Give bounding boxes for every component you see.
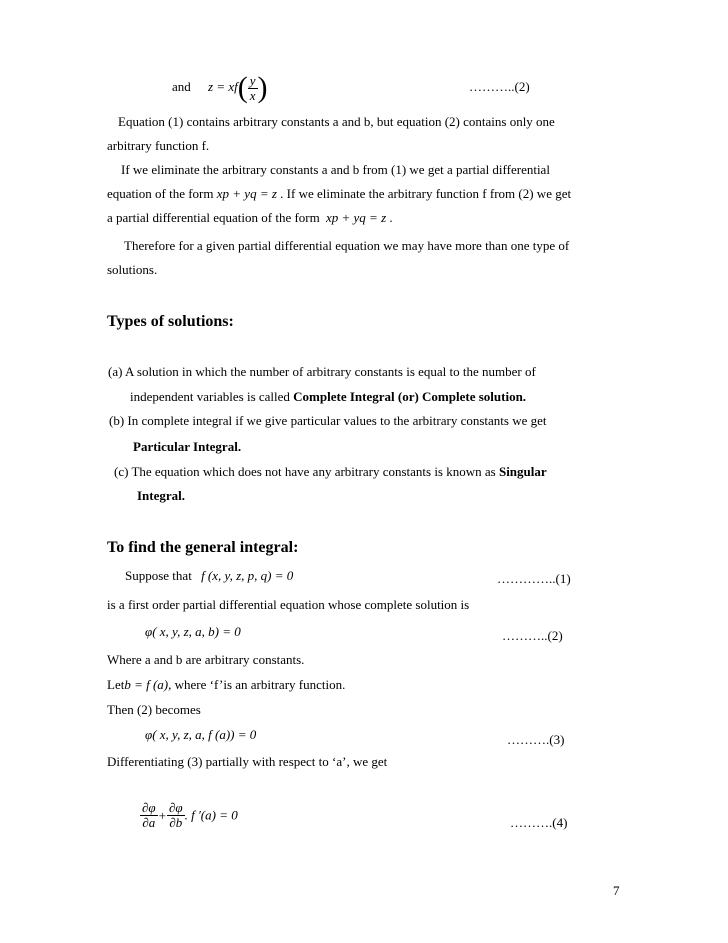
left-paren: ( <box>237 71 248 104</box>
equation-xp-yq-z-b: xp + yq = z <box>325 210 387 225</box>
equation-1-label: …………..(1) <box>497 571 571 586</box>
equation-2: φ( x, y, z, a, b) = 0 <box>145 624 241 639</box>
eq2-top-lhs: z = xf <box>208 78 238 94</box>
type-a-line2-pre: independent variables is called <box>130 389 294 404</box>
suppose-line <box>125 568 293 584</box>
para2-line1: If we eliminate the arbitrary constants a and b from (1) we get a partial differential <box>121 162 550 177</box>
let-post-text: , where ‘f’is an arbitrary function. <box>168 677 346 692</box>
suppose-text: Suppose that <box>125 568 192 583</box>
equation-1: f (x, y, z, p, q) = 0 <box>201 568 294 583</box>
singular-term: Singular <box>498 464 547 479</box>
para3-line1: Therefore for a given partial differential equation we may have more than one type of <box>124 238 570 253</box>
then-line: Then (2) becomes <box>107 702 201 717</box>
para1-line2: arbitrary function f. <box>107 138 210 153</box>
equation-3: φ( x, y, z, a, f (a)) = 0 <box>145 727 257 742</box>
type-a-line2 <box>130 389 526 405</box>
type-c-line2 <box>137 488 185 504</box>
differentiating-line: Differentiating (3) partially with respect to ‘a’, we get <box>107 754 388 769</box>
equation-4-label: ……….(4) <box>510 815 568 830</box>
heading-types-of-solutions: Types of solutions: <box>107 313 234 330</box>
partial-phi-over-partial-a: $\frac{\partial\varphi}{\partial a}$ <box>142 800 156 830</box>
let-line <box>107 677 345 693</box>
eq2-top-row <box>172 73 268 103</box>
heading-general-integral: To find the general integral: <box>107 539 299 556</box>
line-after-eq1: is a first order partial differential equation whose complete solution is <box>107 597 470 612</box>
right-paren: ) <box>257 71 268 104</box>
page-number: 7 <box>613 883 620 898</box>
type-b-line1: (b) In complete integral if we give particular values to the arbitrary constants we get <box>109 413 547 428</box>
where-line: Where a and b are arbitrary constants. <box>107 652 305 667</box>
para2-line2 <box>107 186 571 202</box>
particular-integral-term: Particular Integral. <box>133 439 242 454</box>
type-c-line1-pre: (c) The equation which does not have any arbitrary constants is known as <box>114 464 499 479</box>
equation-xp-yq-z-a: xp + yq = z <box>216 186 277 201</box>
let-text: Let <box>107 677 125 692</box>
para3-line2: solutions. <box>107 262 158 277</box>
eq2-top-prefix: and <box>172 78 191 94</box>
complete-integral-term: Complete Integral (or) Complete solution. <box>293 389 527 404</box>
eq4-tail: . f ′(a) = 0 <box>184 807 238 823</box>
type-b-line2 <box>133 439 241 455</box>
type-c-line1 <box>114 464 547 480</box>
para2-line3-pre: a partial differential equation of the form <box>107 210 320 225</box>
eq2-top-fraction: $\frac{y}{x}$ <box>249 72 256 103</box>
eq2-top-label: ………..(2) <box>469 79 530 94</box>
plus-sign: + <box>158 807 166 823</box>
partial-phi-over-partial-b: $\frac{\partial\varphi}{\partial b}$ <box>168 800 183 830</box>
integral-term: Integral. <box>137 488 186 503</box>
para2-line3 <box>107 210 393 226</box>
type-a-line1: (a) A solution in which the number of arbitrary constants is equal to the number of <box>108 364 536 379</box>
para2-line2-pre: equation of the form <box>107 186 214 201</box>
para2-line3-post: . <box>389 210 393 225</box>
equation-2-label: ………..(2) <box>502 628 563 643</box>
let-equation: b = f (a) <box>124 677 169 692</box>
equation-4 <box>140 801 238 841</box>
para1-line1: Equation (1) contains arbitrary constants a and b, but equation (2) contains only one <box>118 114 555 129</box>
equation-3-label: ……….(3) <box>507 732 565 747</box>
para2-line2-post: . If we eliminate the arbitrary function f from (2) we get <box>280 186 572 201</box>
